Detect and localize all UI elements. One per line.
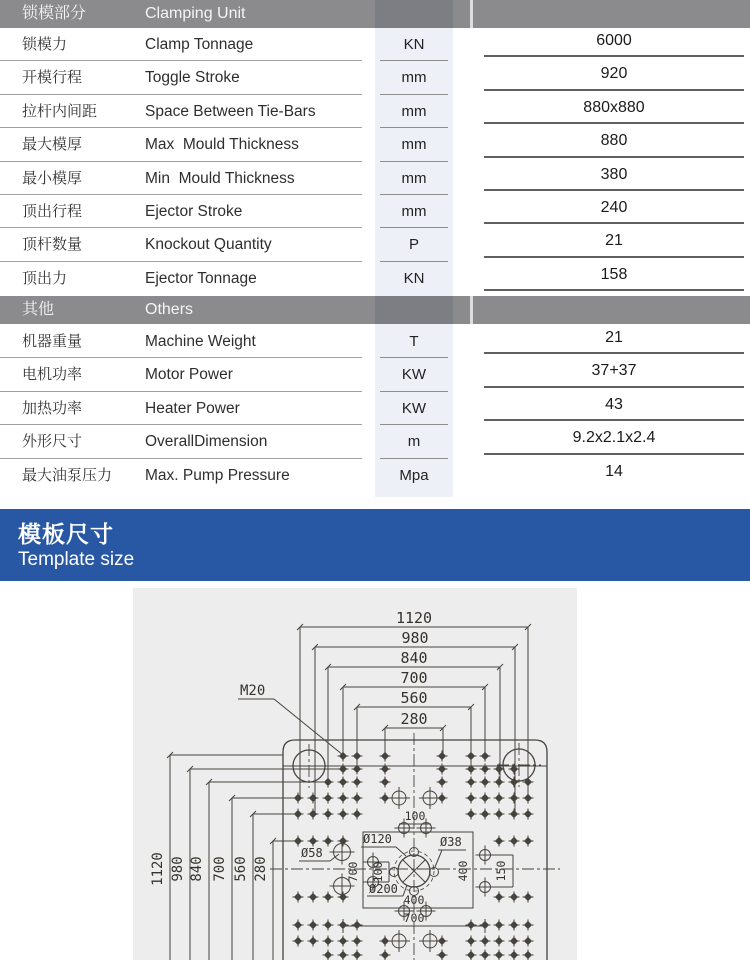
dim-700-left: 700 [346, 861, 360, 883]
tapped-hole-icon [523, 777, 534, 788]
tapped-hole-icon [323, 836, 334, 847]
spec-value: 920 [600, 65, 628, 83]
dim-400-bottom: 400 [403, 893, 425, 907]
tapped-hole-icon [437, 751, 448, 762]
tapped-hole-icon [466, 793, 477, 804]
tapped-hole-icon [509, 920, 520, 931]
tapped-hole-icon [466, 950, 477, 961]
spec-unit: Mpa [399, 466, 429, 484]
spec-value: 37+37 [591, 362, 637, 380]
spec-label-en: Max. Pump Pressure [145, 466, 290, 484]
spec-unit: KW [401, 399, 427, 417]
spec-label-en: Motor Power [145, 366, 233, 384]
spec-label-cn: 锁模力 [22, 36, 68, 53]
section-title-cn: 锁模部分 [22, 5, 87, 22]
spec-value: 880x880 [583, 98, 645, 116]
label-d58: Ø58 [301, 846, 323, 860]
spec-label-en: Ejector Tonnage [145, 269, 257, 287]
dimension-text: 840 [400, 649, 428, 667]
banner-title-en: Template size [18, 549, 135, 570]
label-d38: Ø38 [440, 835, 462, 849]
section-header-others [0, 296, 750, 324]
unit-column-header-shade [375, 0, 453, 28]
tapped-hole-icon [380, 751, 391, 762]
spec-label-cn: 机器重量 [22, 333, 83, 350]
spec-row [0, 358, 750, 391]
dimension-text: 700 [212, 856, 228, 882]
row-divider [484, 419, 744, 421]
spec-row [0, 325, 750, 358]
tapped-hole-icon [509, 836, 520, 847]
tapped-hole-icon [338, 950, 349, 961]
tapped-hole-icon [523, 836, 534, 847]
row-divider [484, 352, 744, 354]
tapped-hole-icon [494, 936, 505, 947]
spec-label-cn: 顶出行程 [22, 202, 83, 220]
spec-unit: P [408, 236, 419, 254]
dim-400-right: 400 [456, 860, 470, 882]
spec-row [0, 228, 750, 261]
dimension-text: 1120 [150, 852, 166, 886]
spec-label-cn: 最大油泵压力 [22, 466, 113, 484]
tapped-hole-icon [293, 892, 304, 903]
spec-label-cn: 外形尺寸 [22, 433, 83, 451]
spec-row [0, 459, 750, 492]
tapped-hole-icon [308, 836, 319, 847]
row-divider [484, 55, 744, 57]
row-divider [484, 289, 744, 291]
tapped-hole-icon [523, 809, 534, 820]
tapped-hole-icon [494, 950, 505, 961]
spec-label-en: OverallDimension [145, 433, 268, 451]
tapped-hole-icon [338, 809, 349, 820]
header-divider [470, 296, 473, 324]
tapped-hole-icon [523, 793, 534, 804]
tapped-hole-icon [509, 793, 520, 804]
spec-label-cn: 顶杆数量 [22, 236, 83, 254]
section-title-en: Clamping Unit [145, 5, 246, 22]
tapped-hole-icon [494, 920, 505, 931]
spec-label-cn: 开模行程 [22, 69, 83, 87]
spec-label-cn: 最大模厚 [22, 136, 83, 154]
dimension-text: 280 [253, 856, 269, 882]
tapped-hole-icon [352, 920, 363, 931]
spec-value: 158 [600, 265, 628, 283]
tapped-hole-icon [308, 920, 319, 931]
tapped-hole-icon [437, 950, 448, 961]
tapped-hole-icon [380, 777, 391, 788]
template-drawing [133, 588, 577, 960]
tapped-hole-icon [480, 936, 491, 947]
tapped-hole-icon [466, 751, 477, 762]
spec-unit: T [409, 333, 419, 350]
spec-unit: mm [401, 69, 427, 87]
tapped-hole-icon [523, 892, 534, 903]
tapped-hole-icon [523, 920, 534, 931]
tapped-hole-icon [352, 793, 363, 804]
spec-unit: m [407, 433, 421, 451]
row-divider [484, 89, 744, 91]
spec-label-cn: 加热功率 [22, 399, 83, 417]
spec-row [0, 128, 750, 161]
spec-label-en: Clamp Tonnage [145, 36, 254, 53]
tapped-hole-icon [480, 751, 491, 762]
row-divider [484, 189, 744, 191]
tapped-hole-icon [352, 764, 363, 775]
tapped-hole-icon [293, 936, 304, 947]
row-divider [484, 156, 744, 158]
spec-unit: mm [401, 202, 427, 220]
banner-title-cn: 模板尺寸 [18, 521, 114, 547]
dim-700-bottom: 700 [403, 911, 425, 925]
dimension-text: 560 [400, 689, 428, 707]
dimension-text: 980 [401, 629, 429, 647]
dim-100-left: 100 [371, 861, 385, 883]
spec-unit: KW [401, 366, 427, 384]
spec-unit: mm [401, 136, 427, 154]
spec-value: 380 [600, 165, 628, 183]
spec-row [0, 392, 750, 425]
spec-row [0, 425, 750, 458]
spec-label-cn: 顶出力 [22, 269, 68, 287]
tapped-hole-icon [308, 936, 319, 947]
tapped-hole-icon [480, 764, 491, 775]
tapped-hole-icon [437, 764, 448, 775]
spec-value: 880 [600, 132, 628, 150]
tapped-hole-icon [352, 950, 363, 961]
tapped-hole-icon [323, 920, 334, 931]
tapped-hole-icon [437, 777, 448, 788]
tapped-hole-icon [523, 950, 534, 961]
dimension-text: 560 [233, 856, 249, 882]
tapped-hole-icon [323, 793, 334, 804]
tapped-hole-icon [494, 793, 505, 804]
tapped-hole-icon [338, 936, 349, 947]
tapped-hole-icon [494, 777, 505, 788]
dimension-text: 1120 [395, 609, 433, 627]
tapped-hole-icon [323, 936, 334, 947]
label-d200: Ø200 [369, 882, 398, 896]
tapped-hole-icon [293, 836, 304, 847]
dim-150-right: 150 [494, 860, 508, 882]
tapped-hole-icon [466, 936, 477, 947]
tapped-hole-icon [509, 950, 520, 961]
tapped-hole-icon [466, 809, 477, 820]
tapped-hole-icon [480, 950, 491, 961]
tapped-hole-icon [494, 836, 505, 847]
spec-label-en: Ejector Stroke [145, 202, 243, 220]
tapped-hole-icon [338, 793, 349, 804]
spec-row [0, 162, 750, 195]
spec-unit: KN [403, 36, 425, 53]
spec-value: 14 [605, 462, 623, 480]
spec-value: 6000 [596, 32, 632, 49]
spec-value: 240 [600, 198, 628, 216]
spec-label-cn: 最小模厚 [22, 169, 83, 187]
tapped-hole-icon [308, 809, 319, 820]
thread-label-m20: M20 [240, 683, 266, 699]
spec-label-en: Min Mould Thickness [145, 169, 295, 187]
spec-unit: mm [401, 102, 427, 120]
dimension-text: 840 [189, 856, 205, 882]
tapped-hole-icon [509, 809, 520, 820]
row-divider [484, 222, 744, 224]
spec-unit: KN [403, 269, 425, 287]
spec-value: 43 [605, 395, 623, 413]
tapped-hole-icon [323, 777, 334, 788]
tapped-hole-icon [352, 777, 363, 788]
spec-row [0, 61, 750, 94]
tapped-hole-icon [352, 751, 363, 762]
spec-value: 21 [605, 329, 623, 346]
spec-label-en: Machine Weight [145, 333, 256, 350]
row-divider [484, 386, 744, 388]
spec-label-en: Space Between Tie-Bars [145, 102, 316, 120]
tapped-hole-icon [509, 892, 520, 903]
dim-100-top: 100 [404, 809, 426, 823]
spec-label-cn: 拉杆内间距 [22, 102, 98, 120]
tapped-hole-icon [494, 892, 505, 903]
tapped-hole-icon [509, 764, 520, 775]
tapped-hole-icon [523, 936, 534, 947]
tapped-hole-icon [293, 809, 304, 820]
tapped-hole-icon [323, 892, 334, 903]
spec-row [0, 28, 750, 61]
template-size-banner [0, 509, 750, 581]
spec-value: 21 [605, 232, 623, 250]
row-divider [484, 256, 744, 258]
spec-row [0, 95, 750, 128]
tapped-hole-icon [380, 764, 391, 775]
row-divider [484, 453, 744, 455]
tapped-hole-icon [323, 809, 334, 820]
tapped-hole-icon [293, 793, 304, 804]
tapped-hole-icon [480, 793, 491, 804]
tapped-hole-icon [308, 793, 319, 804]
dimension-text: 280 [400, 710, 428, 728]
tapped-hole-icon [466, 920, 477, 931]
tapped-hole-icon [480, 809, 491, 820]
spec-label-en: Toggle Stroke [145, 69, 240, 87]
section-title-cn: 其他 [22, 301, 55, 318]
label-d120: Ø120 [363, 832, 392, 846]
tapped-hole-icon [466, 777, 477, 788]
tapped-hole-icon [466, 764, 477, 775]
tapped-hole-icon [308, 892, 319, 903]
tapped-hole-icon [293, 920, 304, 931]
spec-value: 9.2x2.1x2.4 [572, 429, 656, 447]
dimension-text: 980 [170, 856, 186, 882]
tapped-hole-icon [338, 764, 349, 775]
section-title-en: Others [145, 301, 194, 318]
spec-label-en: Heater Power [145, 399, 240, 417]
spec-unit: mm [401, 169, 427, 187]
spec-rows-clamping [0, 28, 750, 295]
spec-row [0, 262, 750, 295]
dimension-text: 700 [400, 669, 428, 687]
template-drawing-panel [133, 588, 577, 960]
tapped-hole-icon [323, 950, 334, 961]
tapped-hole-icon [480, 777, 491, 788]
spec-label-en: Knockout Quantity [145, 236, 272, 254]
spec-row [0, 195, 750, 228]
unit-column-header-shade [375, 296, 453, 324]
tapped-hole-icon [352, 809, 363, 820]
spec-label-cn: 电机功率 [22, 366, 83, 384]
row-divider [484, 122, 744, 124]
spec-rows-others [0, 325, 750, 492]
spec-label-en: Max Mould Thickness [145, 136, 299, 154]
tapped-hole-icon [352, 936, 363, 947]
tapped-hole-icon [338, 777, 349, 788]
tapped-hole-icon [494, 809, 505, 820]
tapped-hole-icon [380, 950, 391, 961]
section-header-clamping-unit [0, 0, 750, 28]
header-divider [470, 0, 473, 28]
tapped-hole-icon [509, 936, 520, 947]
